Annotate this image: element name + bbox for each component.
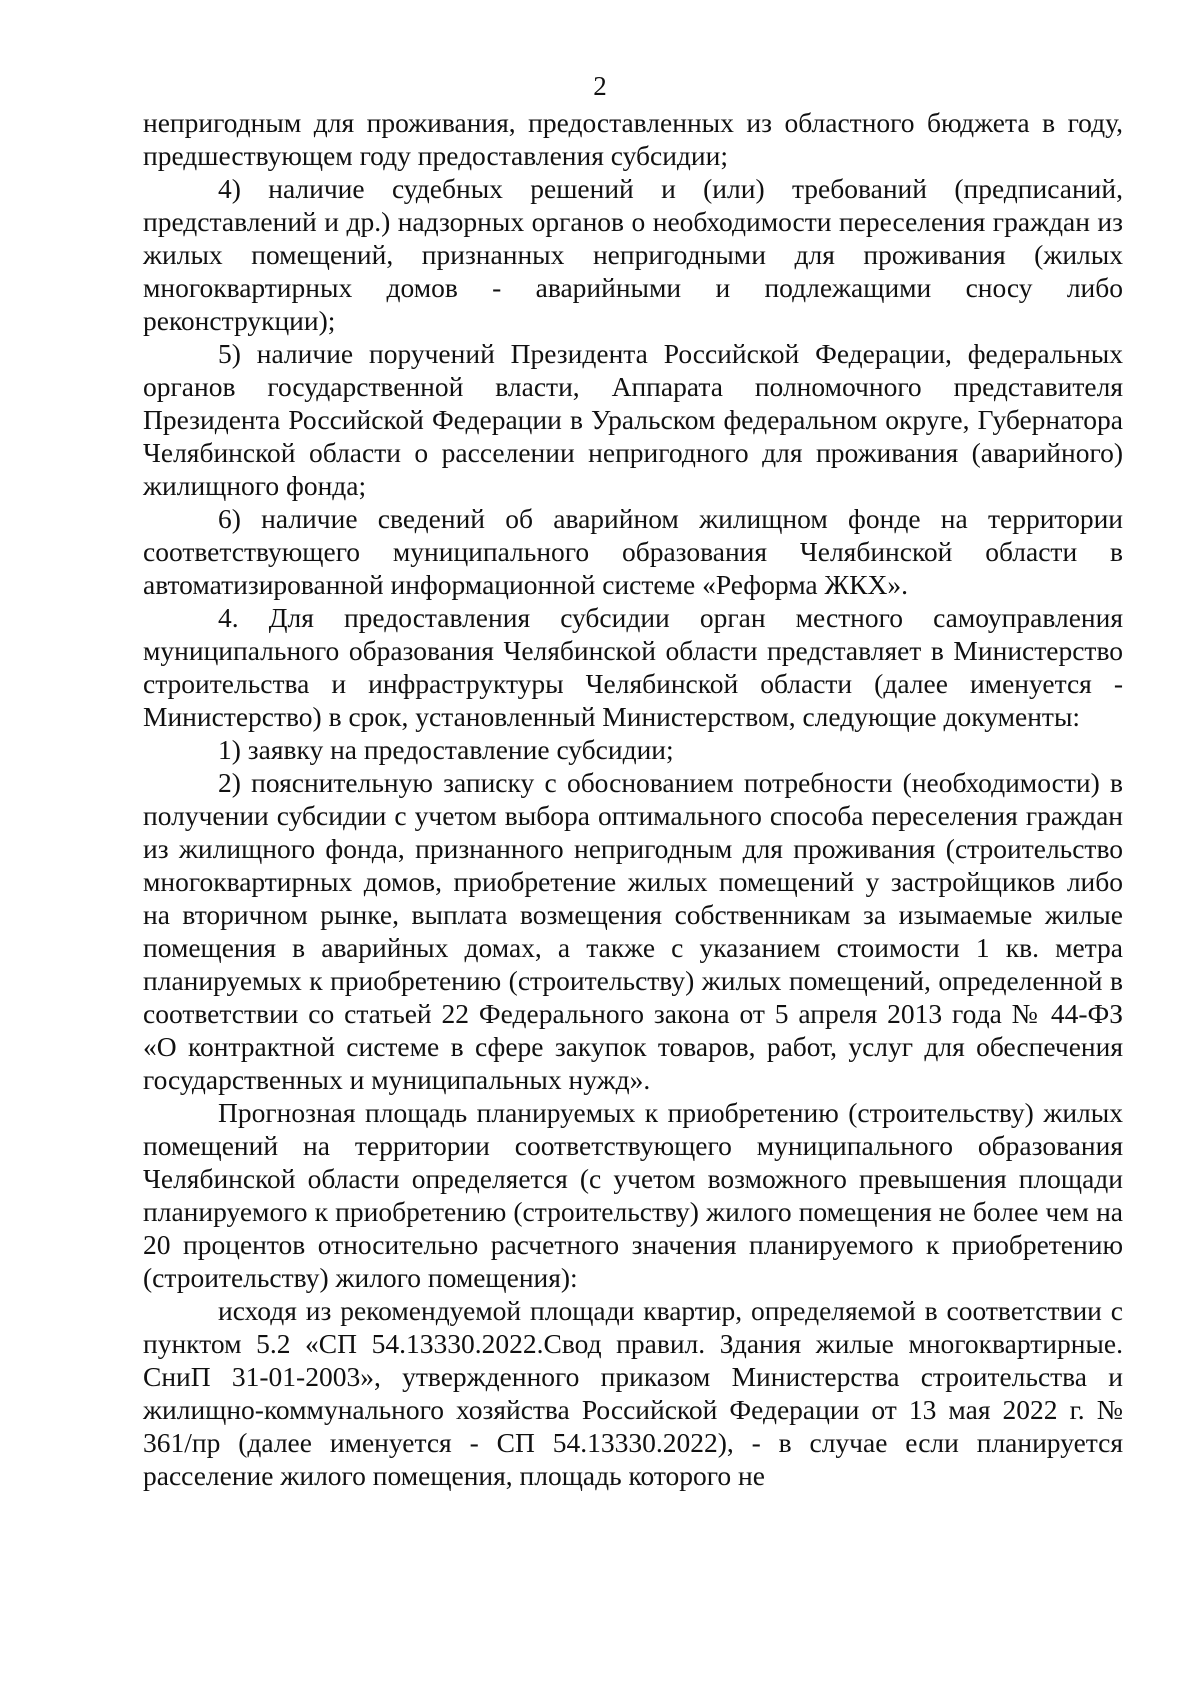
document-body: [143, 106, 1123, 1492]
paragraph: 1) заявку на предоставление субсидии;: [218, 734, 674, 765]
paragraph: исходя из рекомендуемой площади квартир, определяемой в соответствии с пунктом 5.2 «СП 54.13330.2022.Свод правил. Здания жилые многоквартирные. СниП 31-01-2003», утвержденного приказом Министерства строительства и жилищно-коммунального хозяйства Российской Федерации от 13 мая 2022 г. № 361/пр (далее именуется - СП 54.13330.2022), - в случае если планируется расселение жилого помещения, площадь которого не: [143, 1295, 1123, 1491]
paragraph: 2) пояснительную записку с обоснованием потребности (необходимости) в получении субсидии с учетом выбора оптимального способа переселения граждан из жилищного фонда, признанного непригодным для проживания (строительство многоквартирных домов, приобретение жилых помещений у застройщиков либо на вторичном рынке, выплата возмещения собственникам за изымаемые жилые помещения в аварийных домах, а также с указанием стоимости 1 кв. метра планируемых к приобретению (строительству) жилых помещений, определенной в соответствии со статьей 22 Федерального закона от 5 апреля 2013 года № 44-ФЗ «О контрактной системе в сфере закупок товаров, работ, услуг для обеспечения государственных и муниципальных нужд».: [143, 767, 1123, 1095]
paragraph: 4. Для предоставления субсидии орган местного самоуправления муниципального образования Челябинской области представляет в Министерство строительства и инфраструктуры Челябинской области (далее именуется - Министерство) в срок, установленный Министерством, следующие документы:: [143, 602, 1123, 732]
page-number: 2: [593, 71, 607, 101]
paragraph: Прогнозная площадь планируемых к приобретению (строительству) жилых помещений на территории соответствующего муниципального образования Челябинской области определяется (с учетом возможного превышения площади планируемого к приобретению (строительству) жилого помещения не более чем на 20 процентов относительно расчетного значения планируемого к приобретению (строительству) жилого помещения):: [143, 1097, 1123, 1293]
paragraph: 4) наличие судебных решений и (или) требований (предписаний, представлений и др.) надзорных органов о необходимости переселения граждан из жилых помещений, признанных непригодными для проживания (жилых многоквартирных домов - аварийными и подлежащими сносу либо реконструкции);: [143, 173, 1123, 336]
paragraph: непригодным для проживания, предоставленных из областного бюджета в году, предшествующем году предоставления субсидии;: [143, 107, 1123, 171]
paragraph: 5) наличие поручений Президента Российской Федерации, федеральных органов государственной власти, Аппарата полномочного представителя Президента Российской Федерации в Уральском федеральном округе, Губернатора Челябинской области о расселении непригодного для проживания (аварийного) жилищного фонда;: [143, 338, 1123, 501]
paragraph: 6) наличие сведений об аварийном жилищном фонде на территории соответствующего муниципального образования Челябинской области в автоматизированной информационной системе «Реформа ЖКХ».: [143, 503, 1123, 600]
